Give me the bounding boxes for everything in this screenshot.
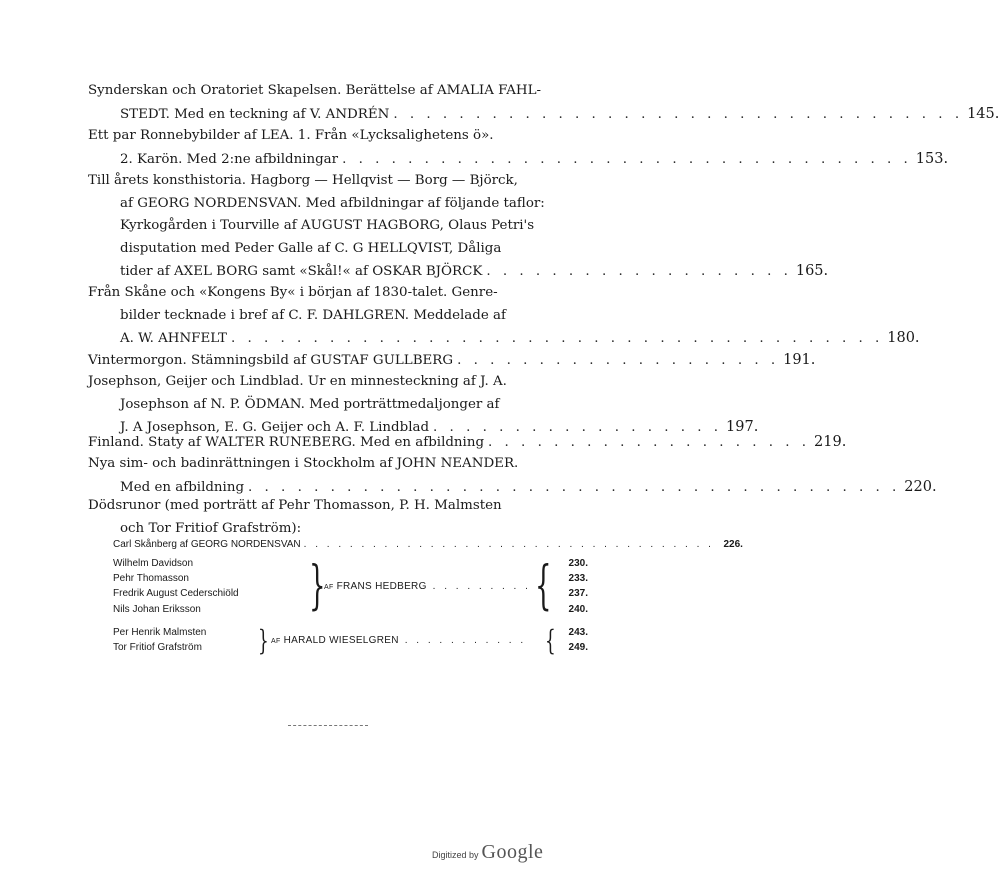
toc-line: Till årets konsthistoria. Hagborg — Hellqvist — Borg — Björck, (88, 173, 518, 188)
toc-entry (88, 495, 588, 540)
toc-line: STEDT. Med en teckning af V. ANDRÉN . . . . . . . . . . . . . . . . . . . . . . . . . . . . . . . . . . . 145. (88, 103, 588, 126)
obituary-name: Wilhelm Davidson (113, 558, 194, 569)
page-number: 240. (568, 603, 588, 615)
toc-line: A. W. AHNFELT . . . . . . . . . . . . . . . . . . . . . . . . . . . . . . . . . . . . . . . . 180. (88, 327, 588, 350)
group-pages (562, 556, 588, 617)
right-brace-icon: } (258, 624, 269, 657)
toc-entry (88, 170, 829, 283)
toc-line: Ett par Ronnebybilder af LEA. 1. Från «Lycksalighetens ö». (88, 128, 494, 143)
toc-line: bilder tecknade i bref af C. F. DAHLGREN. Meddelade af (120, 307, 506, 323)
page-number: 197. (726, 419, 759, 435)
toc-line: Finland. Staty af WALTER RUNEBERG. Med en afbildning . . . . . . . . . . . . . . . . . . . . 219. (88, 431, 588, 454)
toc-line: Synderskan och Oratoriet Skapelsen. Berättelse af AMALIA FAHL- (88, 83, 542, 98)
toc-entry (88, 80, 999, 125)
group-pages (562, 625, 588, 655)
toc-line: Vintermorgon. Stämningsbild af GUSTAF GULLBERG . . . . . . . . . . . . . . . . . . . . 191. (88, 349, 588, 372)
toc-entry (88, 125, 949, 170)
leader-dots: . . . . . . . . . . . . . . . . . . . . . . . . . . . . . . . . . . . (393, 106, 964, 122)
toc-line: disputation med Peder Galle af C. G HELLQVIST, Dåliga (120, 240, 502, 256)
toc-line: tider af AXEL BORG samt «Skål!« af OSKAR BJÖRCK . . . . . . . . . . . . . . . . . . . 165. (88, 260, 588, 283)
obituary-name: Per Henrik Malmsten (113, 627, 207, 638)
toc-line: Dödsrunor (med porträtt af Pehr Thomasson, P. H. Malmsten (88, 498, 502, 513)
obituary-list (113, 537, 743, 552)
toc-entry (88, 371, 759, 439)
leader-dots: . . . . . . . . . . . . . . . . . . . . . . . . . . . . . . . . . . . . . . . . (248, 479, 901, 495)
right-brace-icon: } (309, 556, 326, 616)
page-number: 191. (783, 352, 816, 368)
page-number: 237. (568, 588, 588, 600)
page-number: 233. (568, 573, 588, 585)
page-number: 153. (915, 150, 949, 167)
toc-line: Från Skåne och «Kongens By« i början af 1830-talet. Genre- (88, 285, 498, 300)
leader-dots: . . . . . . . . . . . . . . . . . . . . (488, 435, 811, 450)
leader-dots: . . . . . . . . . . . . . . . . . . . . (457, 353, 780, 368)
digitized-by-google-watermark: Digitized by Google (432, 841, 544, 863)
toc-line: och Tor Fritiof Grafström): (120, 520, 302, 536)
toc-line: af GEORG NORDENSVAN. Med afbildningar af följande taflor: (120, 195, 545, 211)
obituary-name: Fredrik August Cederschiöld (113, 588, 239, 600)
toc-line: Josephson, Geijer och Lindblad. Ur en minnesteckning af J. A. (88, 374, 507, 389)
leader-dots: . . . . . . . . . . . . . . . . . . . . . . . . . . . . . . . . . . . (342, 151, 912, 167)
toc-line: 2. Karön. Med 2:ne afbildningar . . . . . . . . . . . . . . . . . . . . . . . . . . . . . . . . . . . 153. (88, 148, 588, 171)
left-brace-icon: { (535, 556, 552, 616)
toc-line: Josephson af N. P. ÖDMAN. Med porträttmedaljonger af (120, 396, 500, 412)
google-logo: Google (481, 841, 544, 863)
leader-dots: . . . . . . . . . . . . . . . . . . . . . . . . . . . . . . . . . . . . . . . . (230, 331, 884, 346)
group-names (113, 556, 308, 617)
obituary-name: Pehr Thomasson (113, 573, 189, 585)
toc-entry (88, 349, 816, 372)
leader-dots: . . . . . . . . . . . . . . . . . . . . . . . . . . . . . . . . . . . . (303, 539, 714, 550)
toc-line: Med en afbildning . . . . . . . . . . . . . . . . . . . . . . . . . . . . . . . . . . . . . . . . 220. (88, 476, 588, 499)
leader-dots: . . . . . . . . . . . (404, 635, 527, 646)
toc-line: Kyrkogården i Tourville af AUGUST HAGBORG, Olaus Petri's (120, 218, 535, 233)
page-number: 243. (568, 627, 588, 638)
obituary-row: Carl Skånberg af GEORG NORDENSVAN . . . . . . . . . . . . . . . . . . . . . . . . . . . . . . . . . . . . 226. (113, 537, 588, 552)
leader-dots: . . . . . . . . . . . . . . . . . . (433, 420, 723, 435)
page-number: 165. (795, 263, 829, 279)
toc-line: J. A Josephson, E. G. Geijer och A. F. Lindblad . . . . . . . . . . . . . . . . . . 197. (88, 416, 588, 439)
left-brace-icon: { (545, 624, 556, 657)
page-number: 226. (723, 539, 743, 550)
obituary-name: Nils Johan Eriksson (113, 603, 201, 615)
page-number: 180. (887, 330, 920, 346)
obituary-group-wieselgren (113, 625, 588, 656)
toc-entry (88, 431, 847, 454)
toc-entry (88, 453, 937, 498)
group-author: af FRANS HEDBERG . . . . . . . . . (324, 581, 531, 592)
page-number: 145. (967, 105, 999, 122)
leader-dots: . . . . . . . . . (432, 581, 531, 592)
page-number: 230. (568, 558, 588, 569)
toc-line: Nya sim- och badinrättningen i Stockholm af JOHN NEANDER. (88, 456, 519, 471)
page-number: 219. (814, 434, 847, 450)
obituary-name: Tor Fritiof Grafström (113, 642, 202, 654)
toc-entry (88, 282, 920, 350)
leader-dots: . . . . . . . . . . . . . . . . . . . (486, 264, 792, 279)
obituary-group-hedberg (113, 556, 588, 617)
group-author: af HARALD WIESELGREN . . . . . . . . . . . (271, 635, 527, 646)
page-number: 249. (568, 642, 588, 654)
section-divider (288, 725, 368, 726)
page-number: 220. (904, 478, 937, 495)
